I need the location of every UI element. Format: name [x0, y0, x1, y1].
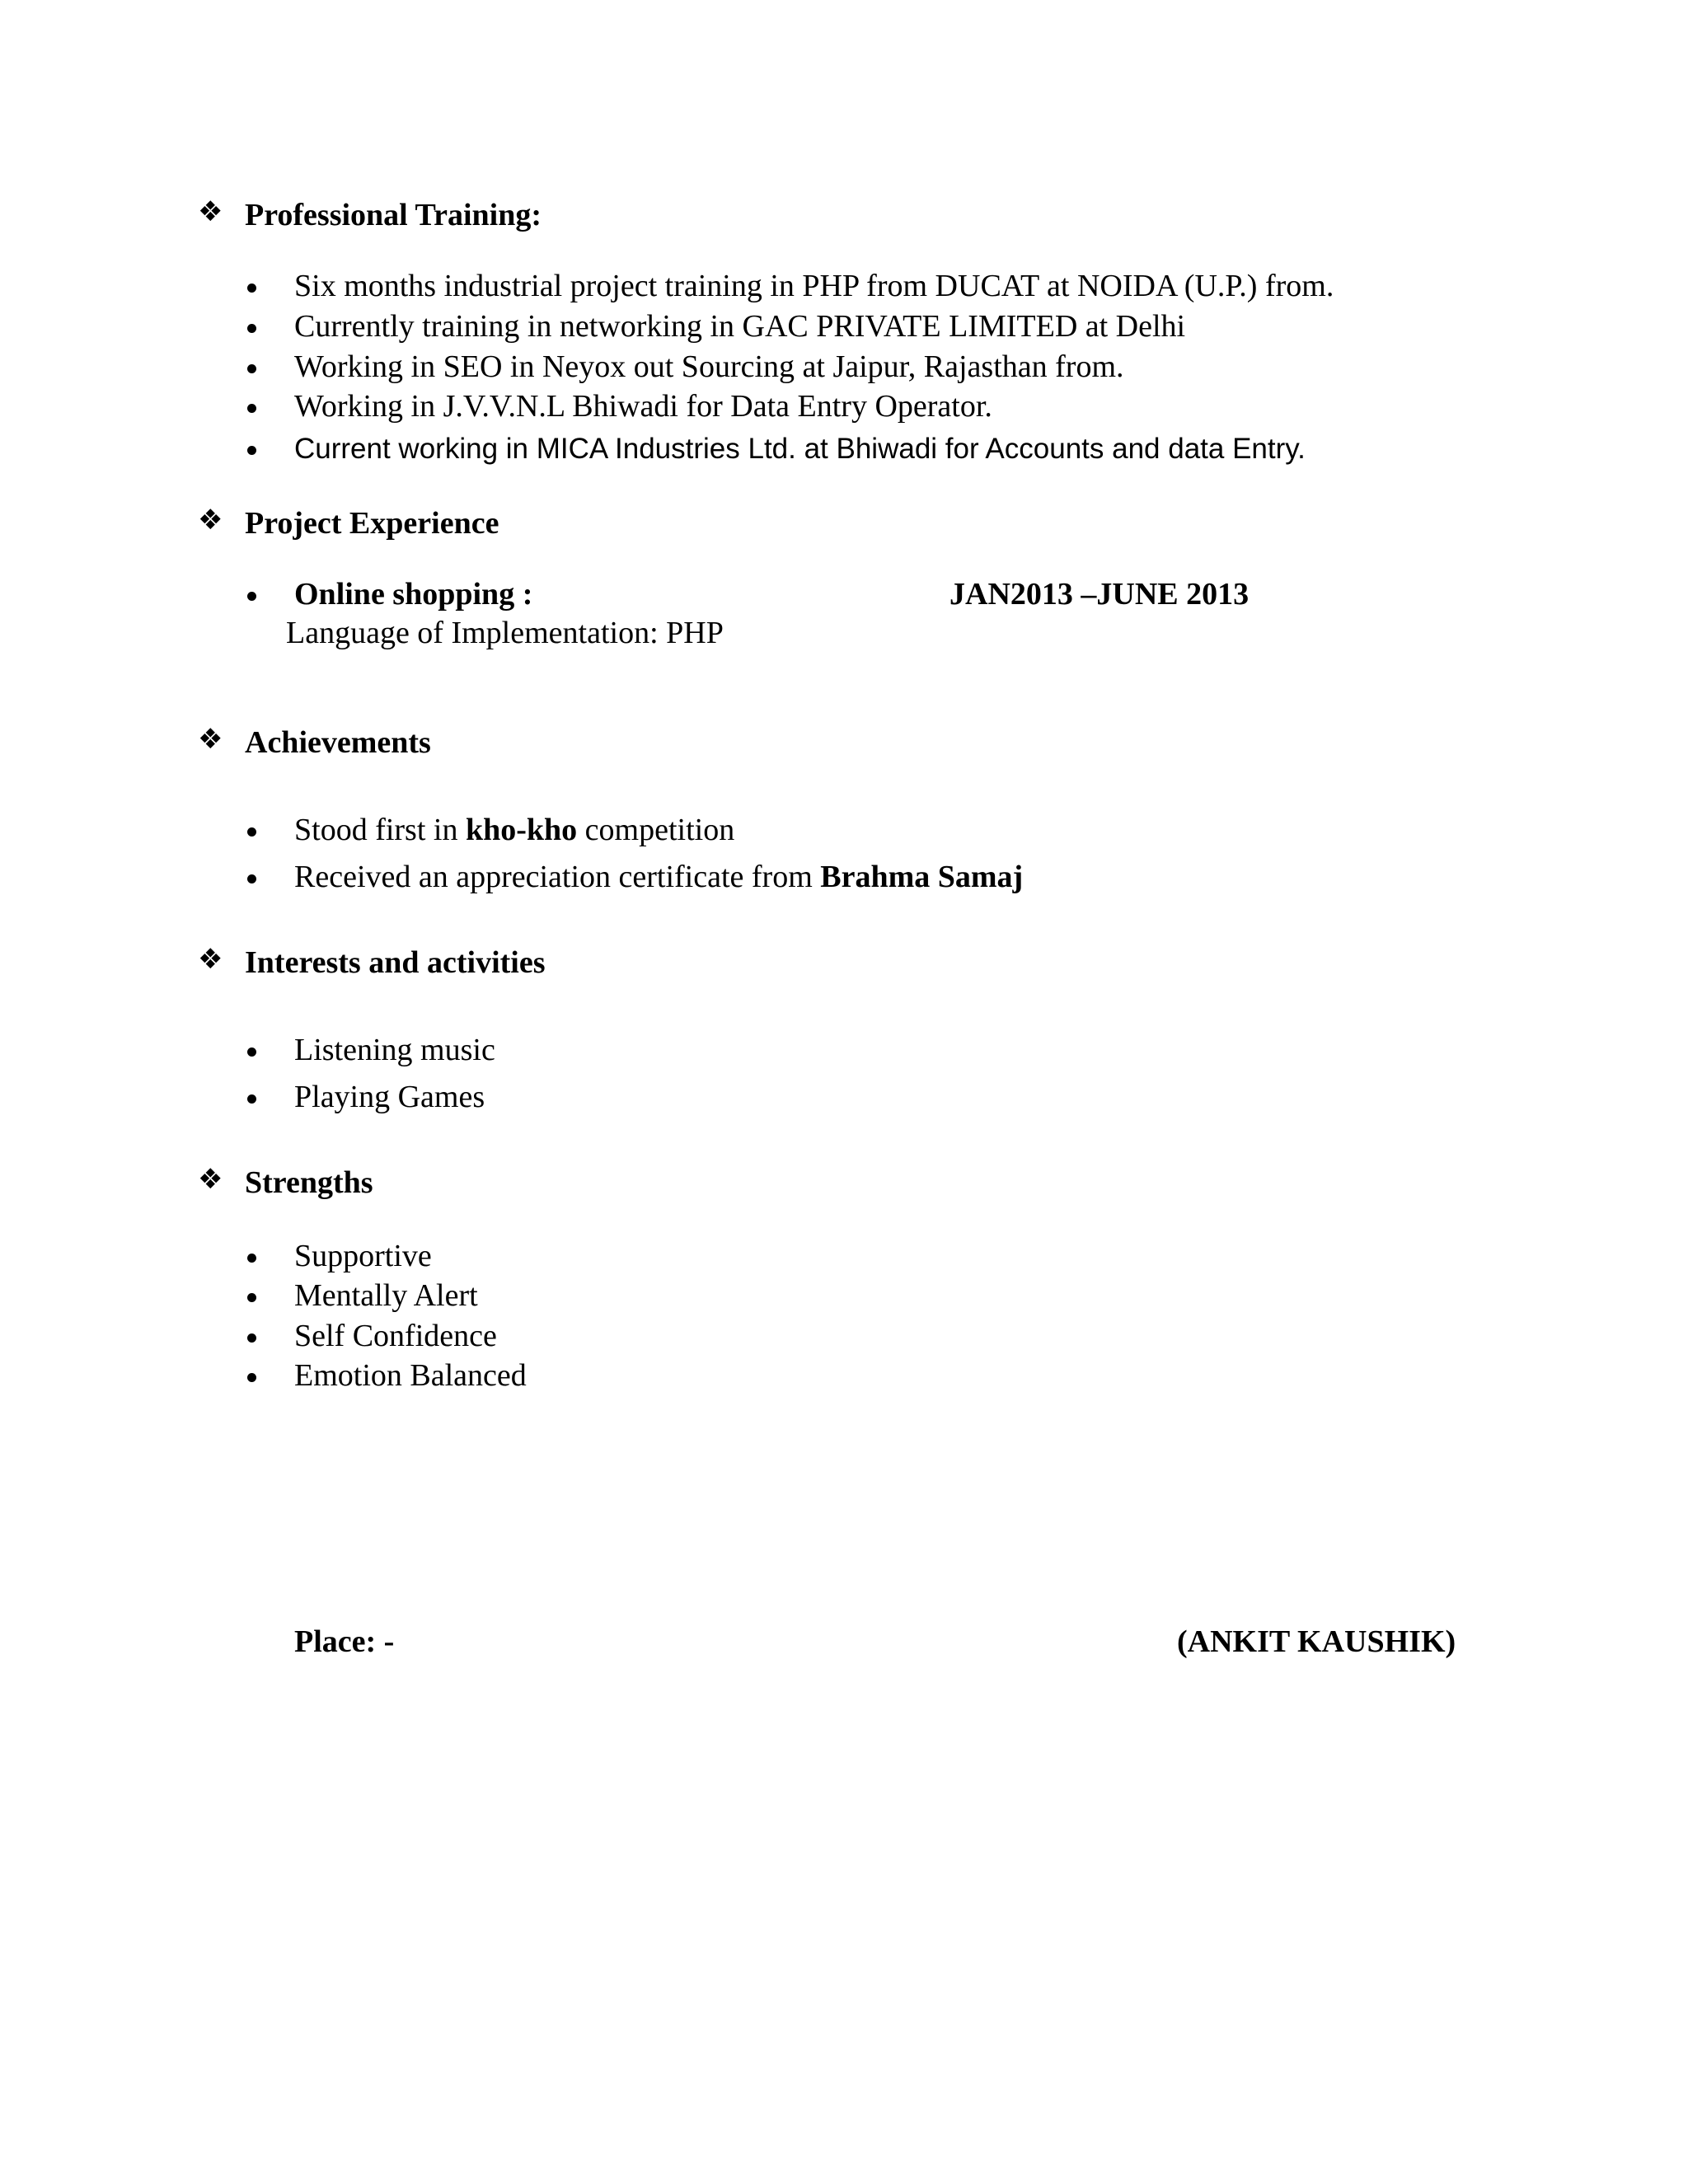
- bullet-icon: [247, 446, 256, 455]
- text-segment: competition: [577, 813, 735, 847]
- section-title: Achievements: [245, 725, 431, 760]
- diamond-bullet-icon: ❖: [198, 504, 223, 537]
- bullet-icon: [247, 1094, 256, 1104]
- list-item-text: Emotion Balanced: [294, 1358, 527, 1393]
- section-title: Interests and activities: [245, 945, 546, 980]
- diamond-bullet-icon: ❖: [198, 195, 223, 228]
- bullet-icon: [247, 1333, 256, 1343]
- list-item-text: Working in J.V.V.N.L Bhiwadi for Data Entry Operator.: [294, 389, 992, 424]
- list-item-text: Six months industrial project training in PHP from DUCAT at NOIDA (U.P.) from.: [294, 269, 1334, 303]
- bullet-icon: [247, 284, 256, 293]
- text-emphasis: Brahma Samaj: [820, 860, 1024, 894]
- list-item-text: Listening music: [294, 1033, 495, 1067]
- section-title: Project Experience: [245, 506, 499, 541]
- diamond-bullet-icon: ❖: [198, 723, 223, 756]
- bullet-icon: [247, 324, 256, 333]
- list-item-text: Working in SEO in Neyox out Sourcing at Jaipur, Rajasthan from.: [294, 349, 1124, 384]
- bullet-icon: [247, 404, 256, 413]
- project-dates: JAN2013 –JUNE 2013: [950, 577, 1250, 612]
- list-item-text: Current working in MICA Industries Ltd. at Bhiwadi for Accounts and data Entry.: [294, 433, 1306, 465]
- list-item-text: [294, 861, 1023, 893]
- bullet-icon: [247, 1293, 256, 1302]
- list-item-text: Supportive: [294, 1239, 432, 1273]
- list-item-text: Mentally Alert: [294, 1278, 478, 1313]
- text-segment: Received an appreciation certificate from: [294, 860, 821, 894]
- bullet-icon: [247, 1047, 256, 1057]
- section-title: Strengths: [245, 1165, 373, 1200]
- bullet-icon: [247, 592, 256, 601]
- text-emphasis: kho-kho: [465, 813, 578, 847]
- bullet-icon: [247, 874, 256, 883]
- list-item-text: [294, 814, 734, 846]
- project-language: Language of Implementation: PHP: [286, 616, 724, 650]
- place-label: Place: -: [294, 1624, 395, 1659]
- project-name: Online shopping :: [294, 577, 533, 612]
- list-item-text: Self Confidence: [294, 1319, 497, 1353]
- section-title: Professional Training:: [245, 198, 542, 232]
- bullet-icon: [247, 1254, 256, 1263]
- bullet-icon: [247, 827, 256, 837]
- signature-name: (ANKIT KAUSHIK): [1177, 1624, 1456, 1659]
- list-item-text: Playing Games: [294, 1080, 485, 1114]
- bullet-icon: [247, 1373, 256, 1382]
- list-item-text: Currently training in networking in GAC PRIVATE LIMITED at Delhi: [294, 309, 1186, 344]
- text-segment: Stood first in: [294, 813, 466, 847]
- bullet-icon: [247, 364, 256, 373]
- diamond-bullet-icon: ❖: [198, 943, 223, 976]
- diamond-bullet-icon: ❖: [198, 1163, 223, 1196]
